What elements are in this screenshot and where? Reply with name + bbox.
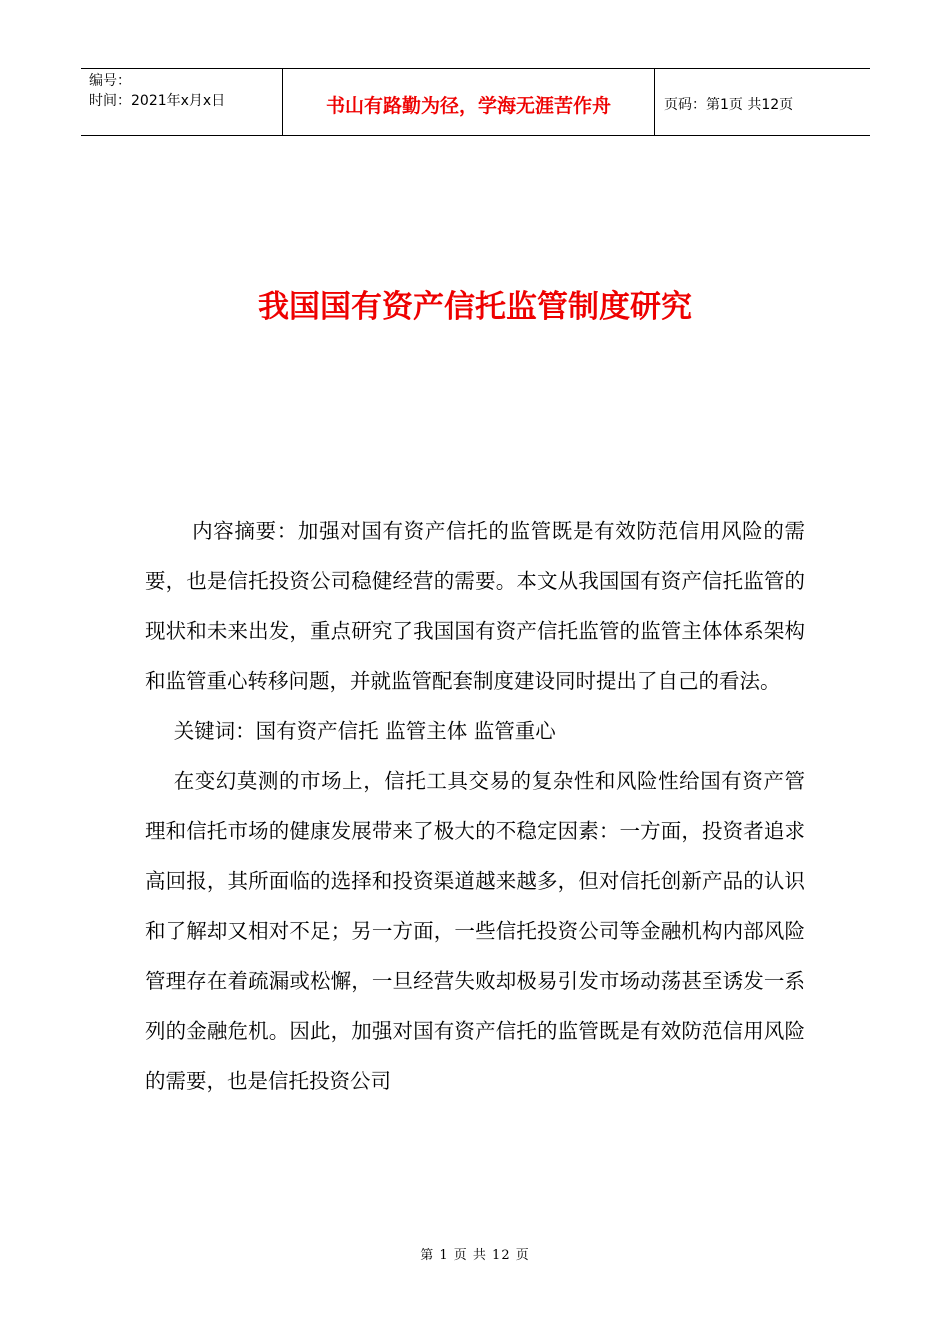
document-header (81, 68, 870, 136)
body-paragraph: 在变幻莫测的市场上，信托工具交易的复杂性和风险性给国有资产管理和信托市场的健康发展带来了极大的不稳定因素：一方面，投资者追求高回报，其所面临的选择和投资渠道越来越多，但对信托创新产品的认识和了解却又相对不足；另一方面，一些信托投资公司等金融机构内部风险管理存在着疏漏或松懈，一旦经营失败却极易引发市场动荡甚至诱发一系列的金融危机。因此，加强对国有资产信托的监管既是有效防范信用风险的需要，也是信托投资公司 (145, 769, 805, 1093)
document-title: 我国国有资产信托监管制度研究 (258, 289, 692, 325)
page-footer: 第 1 页 共 12 页 (420, 1248, 530, 1263)
header-time-label: 时间：2021年x月x日 (89, 93, 226, 109)
header-number-label: 编号： (89, 73, 131, 89)
header-page-info: 页码：第1页 共12页 (664, 97, 794, 113)
abstract-paragraph: 内容摘要：加强对国有资产信托的监管既是有效防范信用风险的需要，也是信托投资公司稳健经营的需要。本文从我国国有资产信托监管的现状和未来出发，重点研究了我国国有资产信托监管的监管主体体系架构和监管重心转移问题，并就监管配套制度建设同时提出了自己的看法。 (145, 519, 805, 693)
document-body (145, 506, 805, 1106)
header-meta-cell (81, 69, 283, 135)
keywords-paragraph: 关键词：国有资产信托 监管主体 监管重心 (173, 719, 556, 743)
header-motto: 书山有路勤为径，学海无涯苦作舟 (283, 69, 655, 135)
